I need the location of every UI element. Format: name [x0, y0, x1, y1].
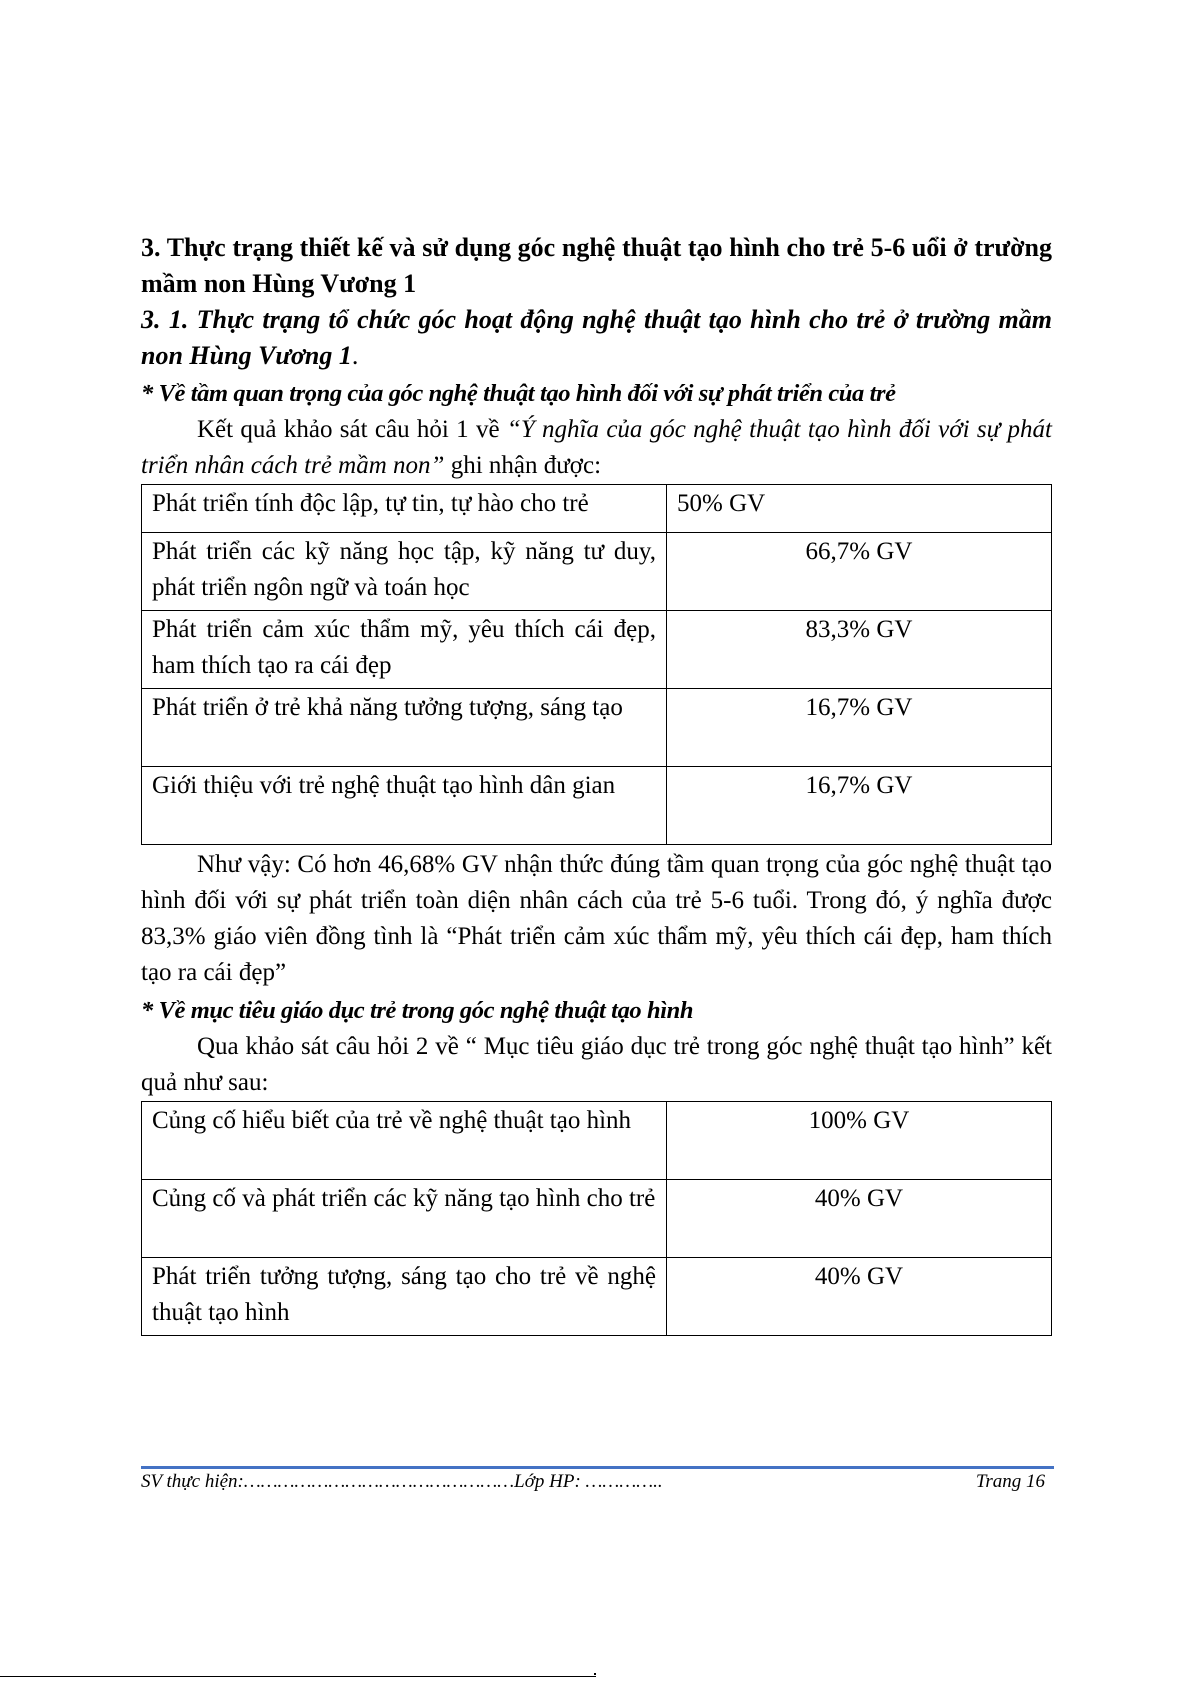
bottom-marker [594, 1673, 596, 1675]
row-label: Phát triển tưởng tượng, sáng tạo cho trẻ về nghệ thuật tạo hình [142, 1258, 667, 1336]
table-row [142, 485, 1052, 533]
document-body [141, 230, 1052, 1338]
part2-intro: Qua khảo sát câu hỏi 2 về “ Mục tiêu giáo dục trẻ trong góc nghệ thuật tạo hình” kết quả như sau: [141, 1033, 1052, 1096]
page-number: Trang 16 [975, 1471, 1045, 1492]
table-row [142, 1180, 1052, 1258]
bottom-divider [0, 1676, 596, 1677]
survey-table-2 [141, 1101, 1052, 1336]
table-row [142, 1102, 1052, 1180]
row-label: Phát triển các kỹ năng học tập, kỹ năng tư duy, phát triển ngôn ngữ và toán học [142, 533, 667, 611]
subsection-heading-text: 3. 1. Thực trạng tổ chức góc hoạt động nghệ thuật tạo hình cho trẻ ở trường mầm non Hùng Vương 1 [141, 305, 1052, 370]
table-row [142, 1258, 1052, 1336]
row-label: Phát triển ở trẻ khả năng tưởng tượng, sáng tạo [142, 689, 667, 767]
row-value: 66,7% GV [667, 533, 1052, 611]
table-row [142, 533, 1052, 611]
part2-title: * Về mục tiêu giáo dục trẻ trong góc nghệ thuật tạo hình [141, 997, 694, 1024]
row-value: 100% GV [667, 1102, 1052, 1180]
survey-table-1 [141, 484, 1052, 845]
row-label: Giới thiệu với trẻ nghệ thuật tạo hình dân gian [142, 767, 667, 845]
part1-intro-quote: “Ý nghĩa của góc nghệ thuật tạo hình đối với sự phát triển nhân cách trẻ mầm non” [141, 416, 1052, 479]
row-value: 40% GV [667, 1180, 1052, 1258]
row-label: Củng cố và phát triển các kỹ năng tạo hình cho trẻ [142, 1180, 667, 1258]
part1-conclusion: Như vậy: Có hơn 46,68% GV nhận thức đúng tầm quan trọng của góc nghệ thuật tạo hình đối với sự phát triển toàn diện nhân cách của trẻ 5-6 tuổi. Trong đó, ý nghĩa được 83,3% giáo viên đồng tình là “Phát triển cảm xúc thẩm mỹ, yêu thích cái đẹp, ham thích tạo ra cái đẹp” [141, 851, 1052, 986]
row-value: 16,7% GV [667, 689, 1052, 767]
row-value: 50% GV [667, 485, 1052, 533]
subsection-heading [141, 302, 1052, 374]
table-row [142, 611, 1052, 689]
row-value: 16,7% GV [667, 767, 1052, 845]
table-row [142, 689, 1052, 767]
part1-intro-lead: Kết quả khảo sát câu hỏi 1 về [197, 416, 507, 443]
row-value: 40% GV [667, 1258, 1052, 1336]
table-row [142, 767, 1052, 845]
row-value: 83,3% GV [667, 611, 1052, 689]
part1-intro-tail: ghi nhận được: [444, 452, 602, 479]
row-label: Củng cố hiểu biết của trẻ về nghệ thuật tạo hình [142, 1102, 667, 1180]
row-label: Phát triển cảm xúc thẩm mỹ, yêu thích cái đẹp, ham thích tạo ra cái đẹp [142, 611, 667, 689]
part1-title: * Về tầm quan trọng của góc nghệ thuật tạo hình đối với sự phát triển của trẻ [141, 380, 896, 407]
section-heading: 3. Thực trạng thiết kế và sử dụng góc nghệ thuật tạo hình cho trẻ 5-6 uổi ở trường mầm non Hùng Vương 1 [141, 233, 1052, 298]
row-label: Phát triển tính độc lập, tự tin, tự hào cho trẻ [142, 485, 667, 533]
footer-student-info: SV thực hiện:…………………………………………Lớp HP: ………….. [141, 1471, 663, 1492]
page-footer [141, 1468, 1045, 1496]
subsection-heading-period: . [351, 341, 359, 370]
part1-intro [141, 412, 1052, 484]
